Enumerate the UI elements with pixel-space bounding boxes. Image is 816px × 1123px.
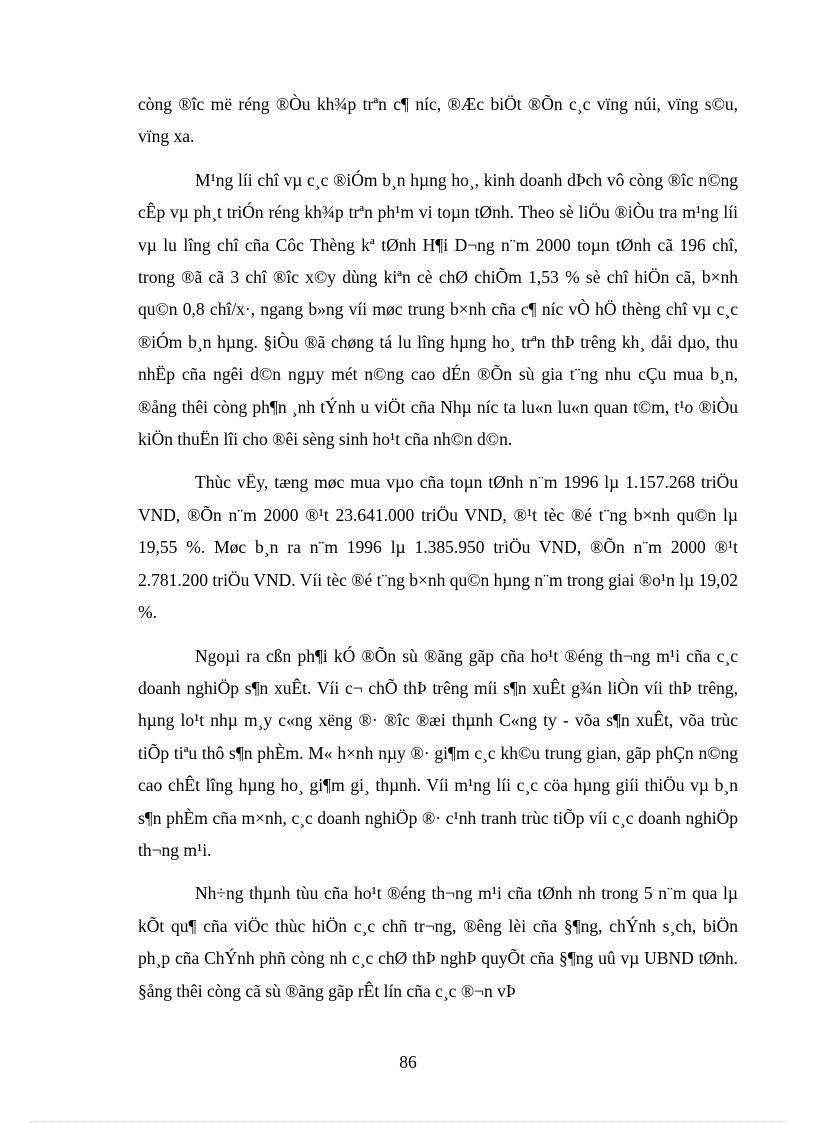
paragraph-continuation: còng ®îc më réng ®Òu kh¾p trªn c¶ níc, ®Æc biÖt ®Õn c¸c vïng núi, vïng s©u, vïng xa. — [138, 94, 738, 147]
page-number: 86 — [399, 1052, 417, 1072]
bottom-divider — [30, 1121, 786, 1122]
body-text — [138, 88, 738, 1018]
paragraph-achievements: Nh÷ng thµnh tùu cña ho¹t ®éng th¬ng m¹i cña tØnh nh trong 5 n¨m qua lµ kÕt qu¶ cña viÖc thùc hiÖn c¸c chñ tr¬ng, ®êng lèi cña §¶ng, chÝnh s¸ch, biÖn ph¸p cña ChÝnh phñ còng nh c¸c chØ thÞ nghÞ quyÕt cña §¶ng uû vµ UBND tØnh. §ång thêi còng cã sù ®ãng gãp rÊt lín cña c¸c ®¬n vÞ — [138, 883, 738, 1001]
paragraph-purchase-sales: Thùc vËy, tæng møc mua vµo cña toµn tØnh n¨m 1996 lµ 1.157.268 triÖu VND, ®Õn n¨m 2000 ®¹t 23.641.000 triÖu VND, ®¹t tèc ®é t¨ng b×nh qu©n lµ 19,55 %. Møc b¸n ra n¨m 1996 lµ 1.385.950 triÖu VND, ®Õn n¨m 2000 ®¹t 2.781.200 triÖu VND. Víi tèc ®é t¨ng b×nh qu©n hµng n¨m trong giai ®o¹n lµ 19,02 %. — [138, 472, 738, 623]
paragraph-enterprises: Ngoµi ra cßn ph¶i kÓ ®Õn sù ®ãng gãp cña ho¹t ®éng th¬ng m¹i cña c¸c doanh nghiÖp s¶n xuÊt. Víi c¬ chÕ thÞ trêng míi s¶n xuÊt g¾n liÒn víi thÞ trêng, hµng lo¹t nhµ m¸y c«ng xëng ®· ®îc ®æi thµnh C«ng ty - võa s¶n xuÊt, võa trùc tiÕp tiªu thô s¶n phÈm. M« h×nh nµy ®· gi¶m c¸c kh©u trung gian, gãp phÇn n©ng cao chÊt lîng hµng ho¸ gi¶m gi¸ thµnh. Víi m¹ng líi c¸c cöa hµng giíi thiÖu vµ b¸n s¶n phÈm cña m×nh, c¸c doanh nghiÖp ®· c¹nh tranh trùc tiÕp víi c¸c doanh nghiÖp th¬ng m¹i. — [138, 645, 738, 860]
paragraph-market-network: M¹ng líi chî vµ c¸c ®iÓm b¸n hµng ho¸, kinh doanh dÞch vô còng ®îc n©ng cÊp vµ ph¸t triÓn réng kh¾p trªn ph¹m vi toµn tØnh. Theo sè liÖu ®iÒu tra m¹ng líi vµ lu lîng chî cña Côc Thèng kª tØnh H¶i D¬ng n¨m 2000 toµn tØnh cã 196 chî, trong ®ã cã 3 chî ®îc x©y dùng kiªn cè chØ chiÕm 1,53 % sè chî hiÖn cã, b×nh qu©n 0,8 chî/x·, ngang b»ng víi møc trung b×nh cña c¶ níc vÒ hÖ thèng chî vµ c¸c ®iÓm b¸n hµng. §iÒu ®ã chøng tá lu lîng hµng ho¸ trªn thÞ trêng kh¸ dåi dµo, thu nhËp cña ngêi d©n ngµy mét n©ng cao dÉn ®Õn sù gia t¨ng nhu cÇu mua b¸n, ®ång thêi còng ph¶n ¸nh tÝnh u viÖt cña Nhµ níc ta lu«n lu«n quan t©m, t¹o ®iÒu kiÖn thuËn lîi cho ®êi sèng sinh ho¹t cña nh©n d©n. — [138, 169, 738, 450]
